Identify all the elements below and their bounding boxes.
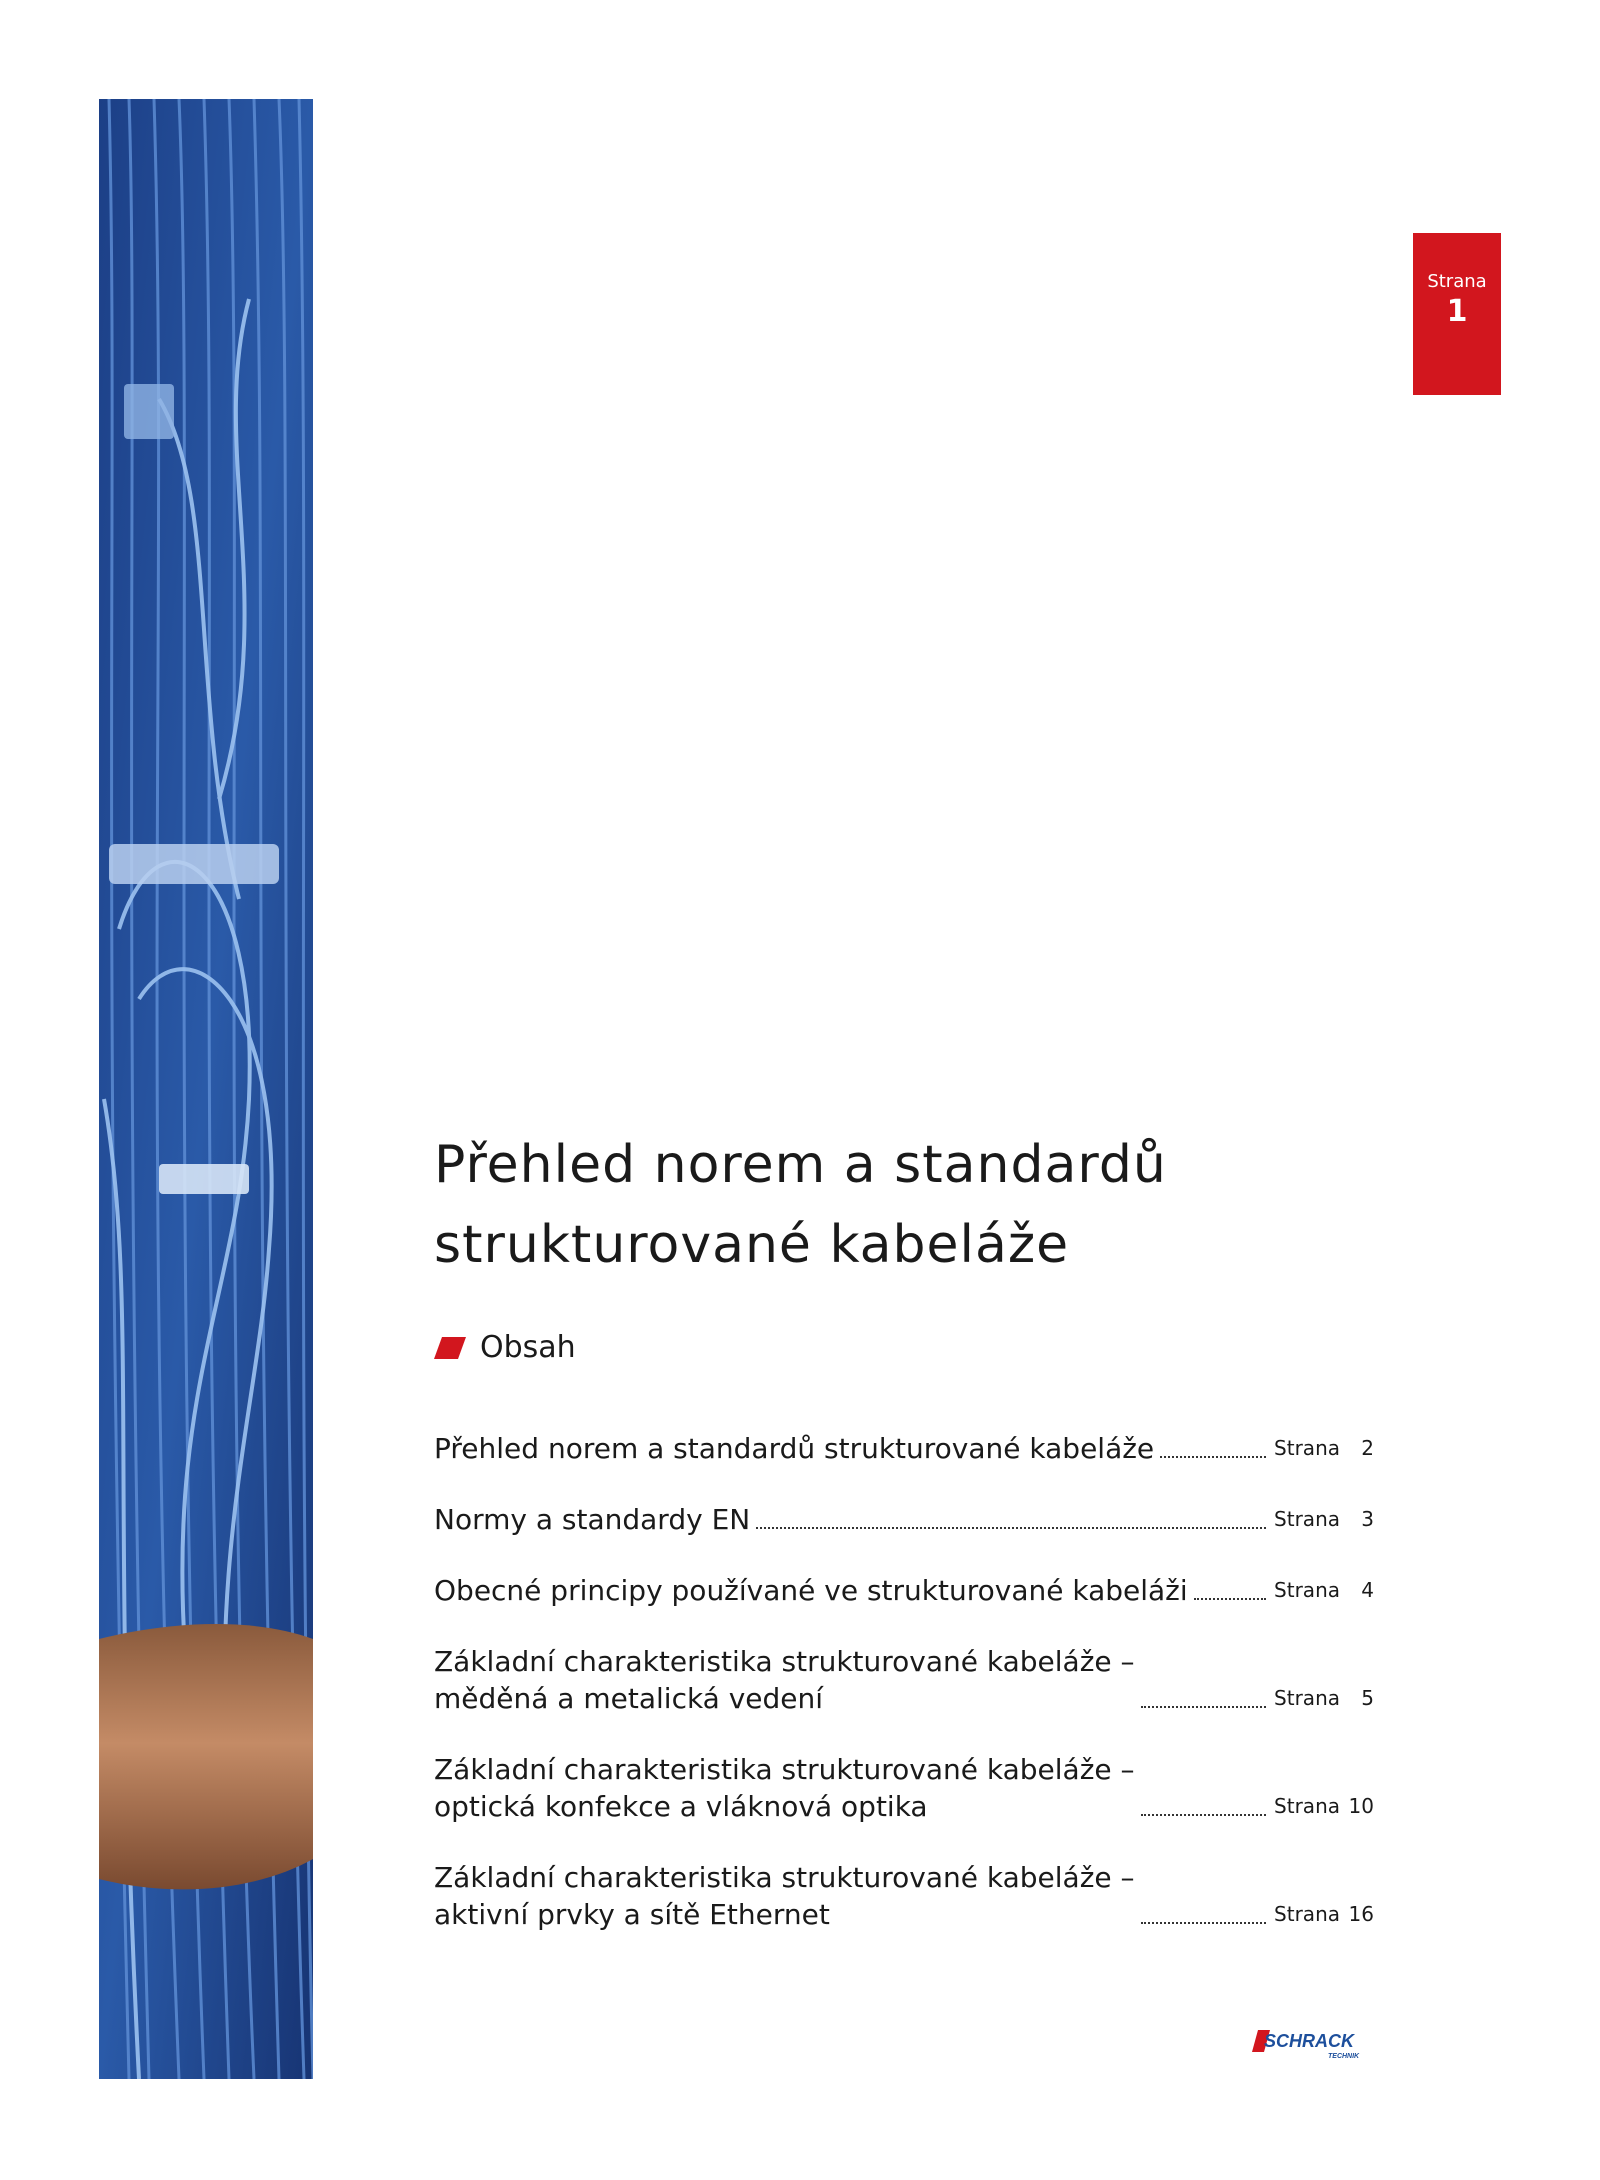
title-line-2: strukturované kabeláže: [434, 1215, 1070, 1275]
toc-entry-title: Základní charakteristika strukturované kabeláže – optická konfekce a vláknová optika: [434, 1753, 1135, 1823]
toc-entry-page: Strana 2: [1274, 1436, 1374, 1460]
toc-entry-title: Základní charakteristika strukturované kabeláže – aktivní prvky a sítě Ethernet: [434, 1861, 1135, 1931]
toc-entry-page: Strana 16: [1274, 1902, 1374, 1926]
toc-leader-dots: [1194, 1598, 1266, 1600]
toc-leader-dots: [1141, 1814, 1267, 1816]
toc-entry-title: Základní charakteristika strukturované kabeláže – měděná a metalická vedení: [434, 1645, 1135, 1715]
svg-text:SCHRACK: SCHRACK: [1264, 2031, 1354, 2051]
toc-entry-title: Normy a standardy EN: [434, 1503, 751, 1536]
schrack-logo: [1250, 2028, 1374, 2060]
toc-leader-dots: [756, 1527, 1266, 1529]
red-marker-icon: [434, 1337, 466, 1359]
title-line-1: Přehled norem a standardů: [434, 1135, 1167, 1195]
svg-text:TECHNIK: TECHNIK: [1328, 2053, 1360, 2060]
page-number-tab: [1413, 233, 1501, 395]
toc-entry-page: Strana 5: [1274, 1686, 1374, 1710]
page-tab-number: 1: [1446, 294, 1468, 329]
toc-entry-title: Obecné principy používané ve strukturované kabeláži: [434, 1574, 1188, 1607]
toc-leader-dots: [1141, 1922, 1267, 1924]
table-of-contents: [434, 1430, 1374, 1967]
page-title: [434, 1125, 1334, 1285]
toc-entry[interactable]: [434, 1501, 1374, 1538]
toc-entry-page: Strana 4: [1274, 1578, 1374, 1602]
toc-entry[interactable]: [434, 1859, 1374, 1933]
toc-entry[interactable]: [434, 1643, 1374, 1717]
toc-entry-page: Strana 3: [1274, 1507, 1374, 1531]
toc-leader-dots: [1141, 1706, 1267, 1708]
section-heading-label: Obsah: [480, 1330, 576, 1365]
toc-entry-page: Strana 10: [1274, 1794, 1374, 1818]
page-tab-label: Strana: [1427, 271, 1487, 292]
toc-entry[interactable]: [434, 1430, 1374, 1467]
toc-entry[interactable]: [434, 1572, 1374, 1609]
cables-photo: [99, 99, 313, 2079]
toc-entry[interactable]: [434, 1751, 1374, 1825]
toc-entry-title: Přehled norem a standardů strukturované kabeláže: [434, 1432, 1155, 1465]
section-heading: [434, 1330, 576, 1365]
toc-leader-dots: [1160, 1456, 1266, 1458]
